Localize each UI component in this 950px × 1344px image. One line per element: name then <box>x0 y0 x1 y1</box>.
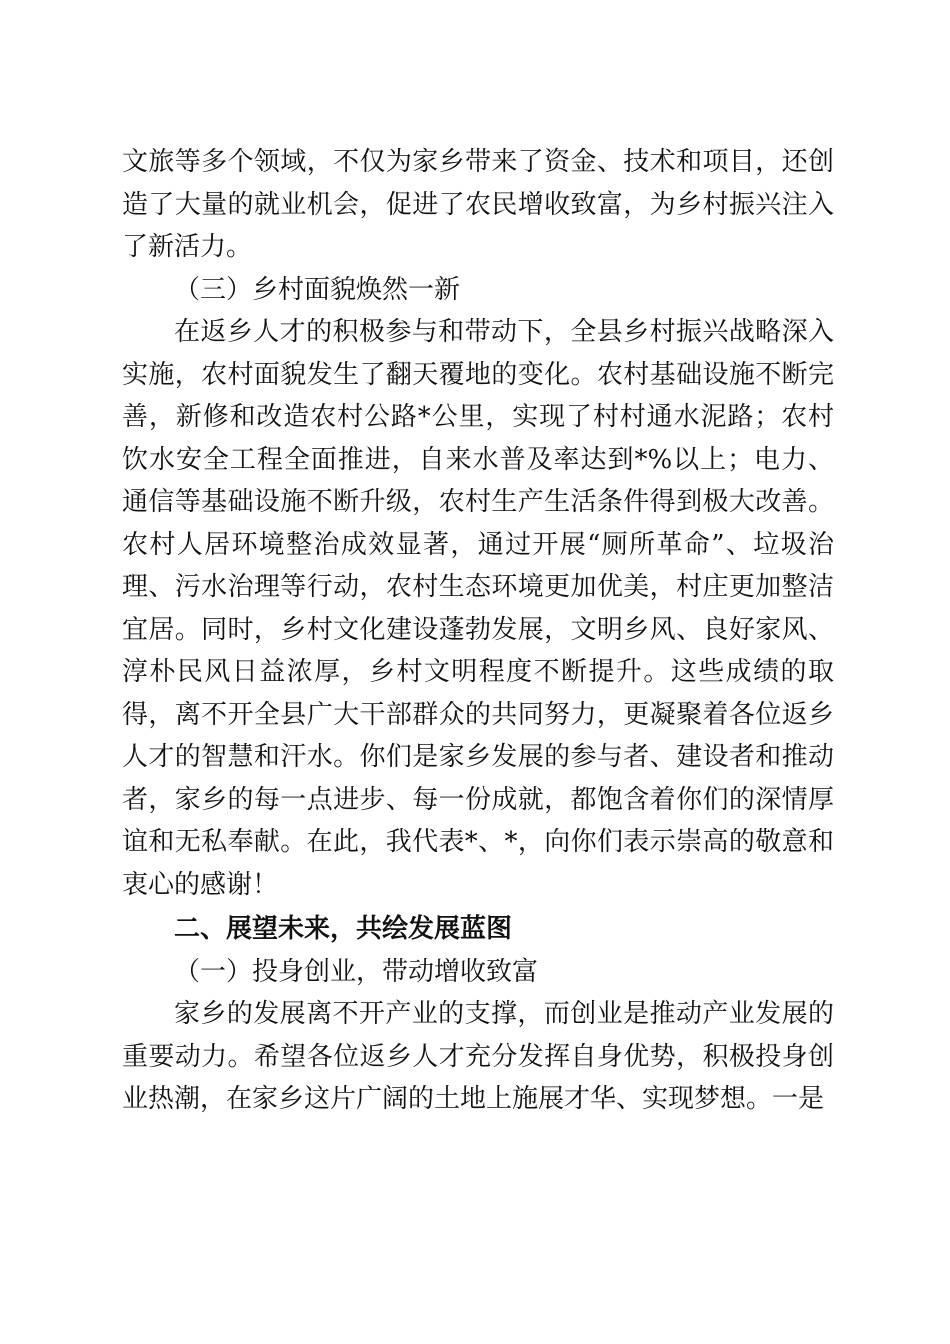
paragraph-rural-changes: 在返乡人才的积极参与和带动下，全县乡村振兴战略深入实施，农村面貌发生了翻天覆地的变化。农村基础设施不断完善，新修和改造农村公路*公里，实现了村村通水泥路；农村饮水安全工程全面推进，自来水普及率达到*%以上；电力、通信等基础设施不断升级，农村生产生活条件得到极大改善。农村人居环境整治成效显著，通过开展“厕所革命”、垃圾治理、污水治理等行动，农村生态环境更加优美，村庄更加整洁宜居。同时，乡村文化建设蓬勃发展，文明乡风、良好家风、淳朴民风日益浓厚，乡村文明程度不断提升。这些成绩的取得，离不开全县广大干部群众的共同努力，更凝聚着各位返乡人才的智慧和汗水。你们是家乡发展的参与者、建设者和推动者，家乡的每一点进步、每一份成就，都饱含着你们的深情厚谊和无私奉献。在此，我代表*、*，向你们表示崇高的敬意和衷心的感谢！ <box>122 317 834 900</box>
subsection-heading-three: （三）乡村面貌焕然一新 <box>174 274 461 305</box>
subsection-heading-one: （一）投身创业，带动增收致富 <box>174 956 539 987</box>
document-body <box>122 141 834 1121</box>
paragraph-entrepreneurship: 家乡的发展离不开产业的支撑，而创业是推动产业发展的重要动力。希望各位返乡人才充分发挥自身优势，积极投身创业热潮，在家乡这片广阔的土地上施展才华、实现梦想。一是 <box>122 999 834 1114</box>
paragraph-continued: 文旅等多个领域，不仅为家乡带来了资金、技术和项目，还创造了大量的就业机会，促进了农民增收致富，为乡村振兴注入了新活力。 <box>122 147 834 262</box>
section-heading-two: 二、展望未来，共绘发展蓝图 <box>174 914 513 944</box>
